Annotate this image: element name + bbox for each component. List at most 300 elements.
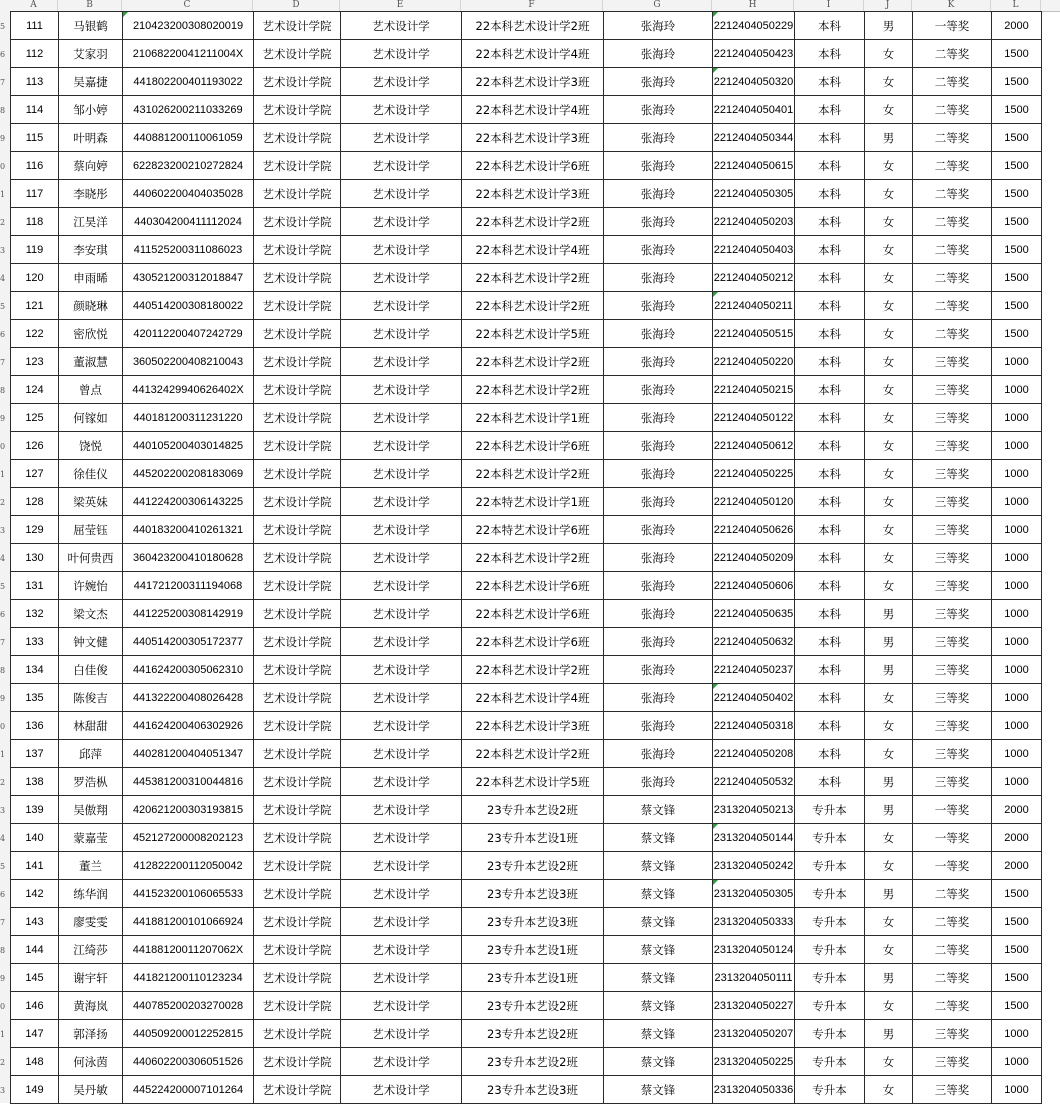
cell-student-no[interactable]: 2212404050122: [713, 404, 795, 432]
row-header-number[interactable]: 4: [0, 554, 6, 563]
table-row[interactable]: [11, 572, 1042, 600]
cell-name[interactable]: 邱萍: [59, 740, 123, 768]
cell-class[interactable]: 22本特艺术设计学1班: [462, 488, 604, 516]
table-row[interactable]: [11, 68, 1042, 96]
row-header-number[interactable]: 8: [0, 946, 6, 955]
column-header-l[interactable]: L: [991, 0, 1041, 11]
cell-id-number[interactable]: 441322200408026428: [123, 684, 254, 712]
cell-major[interactable]: 艺术设计学: [341, 180, 462, 208]
cell-id-number[interactable]: 360423200410180628: [123, 544, 254, 572]
cell-name[interactable]: 董兰: [59, 852, 123, 880]
cell-gender[interactable]: 女: [865, 1076, 913, 1104]
cell-class[interactable]: 22本科艺术设计学3班: [462, 124, 604, 152]
cell-amount[interactable]: 1000: [992, 712, 1042, 740]
cell-college[interactable]: 艺术设计学院: [254, 740, 341, 768]
cell-gender[interactable]: 女: [865, 572, 913, 600]
cell-level[interactable]: 本科: [795, 96, 865, 124]
cell-college[interactable]: 艺术设计学院: [254, 292, 341, 320]
cell-level[interactable]: 本科: [795, 320, 865, 348]
cell-counselor[interactable]: 张海玲: [604, 516, 713, 544]
cell-name[interactable]: 徐佳仪: [59, 460, 123, 488]
cell-index[interactable]: 114: [11, 96, 59, 124]
cell-college[interactable]: 艺术设计学院: [254, 964, 341, 992]
cell-award[interactable]: 一等奖: [913, 796, 992, 824]
cell-class[interactable]: 22本科艺术设计学3班: [462, 712, 604, 740]
cell-gender[interactable]: 女: [865, 684, 913, 712]
cell-index[interactable]: 125: [11, 404, 59, 432]
cell-college[interactable]: 艺术设计学院: [254, 404, 341, 432]
cell-counselor[interactable]: 张海玲: [604, 600, 713, 628]
cell-id-number[interactable]: 440602200306051526: [123, 1048, 254, 1076]
cell-class[interactable]: 23专升本艺设1班: [462, 964, 604, 992]
row-header-number[interactable]: 0: [0, 162, 6, 171]
cell-major[interactable]: 艺术设计学: [341, 236, 462, 264]
table-row[interactable]: [11, 180, 1042, 208]
cell-college[interactable]: 艺术设计学院: [254, 516, 341, 544]
cell-id-number[interactable]: 431026200211033269: [123, 96, 254, 124]
cell-class[interactable]: 22本科艺术设计学5班: [462, 320, 604, 348]
table-row[interactable]: [11, 264, 1042, 292]
cell-index[interactable]: 142: [11, 880, 59, 908]
row-header-number[interactable]: 7: [0, 78, 6, 87]
cell-award[interactable]: 二等奖: [913, 936, 992, 964]
cell-name[interactable]: 许婉怡: [59, 572, 123, 600]
cell-college[interactable]: 艺术设计学院: [254, 1076, 341, 1104]
row-header-number[interactable]: 7: [0, 638, 6, 647]
cell-college[interactable]: 艺术设计学院: [254, 768, 341, 796]
cell-level[interactable]: 专升本: [795, 1048, 865, 1076]
cell-counselor[interactable]: 蔡文锋: [604, 1020, 713, 1048]
cell-name[interactable]: 吴丹敏: [59, 1076, 123, 1104]
cell-counselor[interactable]: 张海玲: [604, 488, 713, 516]
cell-id-number[interactable]: 440509200012252815: [123, 1020, 254, 1048]
cell-class[interactable]: 22本科艺术设计学2班: [462, 740, 604, 768]
cell-counselor[interactable]: 张海玲: [604, 12, 713, 40]
cell-major[interactable]: 艺术设计学: [341, 908, 462, 936]
cell-major[interactable]: 艺术设计学: [341, 152, 462, 180]
cell-award[interactable]: 一等奖: [913, 824, 992, 852]
cell-class[interactable]: 22本科艺术设计学2班: [462, 208, 604, 236]
table-row[interactable]: [11, 796, 1042, 824]
table-row[interactable]: [11, 544, 1042, 572]
cell-award[interactable]: 三等奖: [913, 516, 992, 544]
cell-student-no[interactable]: 2212404050318: [713, 712, 795, 740]
cell-gender[interactable]: 女: [865, 432, 913, 460]
cell-counselor[interactable]: 张海玲: [604, 40, 713, 68]
cell-id-number[interactable]: 411525200311086023: [123, 236, 254, 264]
cell-id-number[interactable]: 440183200410261321: [123, 516, 254, 544]
cell-id-number[interactable]: 441224200306143225: [123, 488, 254, 516]
cell-major[interactable]: 艺术设计学: [341, 40, 462, 68]
cell-index[interactable]: 136: [11, 712, 59, 740]
column-header-b[interactable]: B: [58, 0, 122, 11]
cell-college[interactable]: 艺术设计学院: [254, 488, 341, 516]
cell-award[interactable]: 二等奖: [913, 40, 992, 68]
cell-college[interactable]: 艺术设计学院: [254, 796, 341, 824]
cell-counselor[interactable]: 张海玲: [604, 68, 713, 96]
row-header-number[interactable]: 1: [0, 1030, 6, 1039]
cell-major[interactable]: 艺术设计学: [341, 768, 462, 796]
cell-name[interactable]: 艾家羽: [59, 40, 123, 68]
cell-name[interactable]: 董淑慧: [59, 348, 123, 376]
cell-counselor[interactable]: 蔡文锋: [604, 796, 713, 824]
table-row[interactable]: [11, 404, 1042, 432]
row-header-number[interactable]: 7: [0, 918, 6, 927]
row-header-number[interactable]: 9: [0, 694, 6, 703]
table-row[interactable]: [11, 124, 1042, 152]
row-header-number[interactable]: 4: [0, 274, 6, 283]
cell-award[interactable]: 三等奖: [913, 740, 992, 768]
cell-name[interactable]: 颜晓琳: [59, 292, 123, 320]
cell-major[interactable]: 艺术设计学: [341, 1020, 462, 1048]
cell-amount[interactable]: 1500: [992, 96, 1042, 124]
row-header-number[interactable]: 8: [0, 666, 6, 675]
cell-id-number[interactable]: 360502200408210043: [123, 348, 254, 376]
cell-index[interactable]: 123: [11, 348, 59, 376]
cell-name[interactable]: 何镓如: [59, 404, 123, 432]
cell-id-number[interactable]: 44188120011207062X: [123, 936, 254, 964]
cell-award[interactable]: 三等奖: [913, 1076, 992, 1104]
cell-level[interactable]: 本科: [795, 712, 865, 740]
cell-id-number[interactable]: 430521200312018847: [123, 264, 254, 292]
cell-amount[interactable]: 2000: [992, 852, 1042, 880]
cell-level[interactable]: 专升本: [795, 964, 865, 992]
cell-name[interactable]: 马银鹤: [59, 12, 123, 40]
cell-id-number[interactable]: 440881200110061059: [123, 124, 254, 152]
cell-college[interactable]: 艺术设计学院: [254, 908, 341, 936]
cell-college[interactable]: 艺术设计学院: [254, 936, 341, 964]
cell-gender[interactable]: 女: [865, 936, 913, 964]
row-header-number[interactable]: 9: [0, 414, 6, 423]
cell-gender[interactable]: 女: [865, 180, 913, 208]
column-header-e[interactable]: E: [340, 0, 461, 11]
cell-gender[interactable]: 男: [865, 656, 913, 684]
cell-student-no[interactable]: 2212404050612: [713, 432, 795, 460]
cell-class[interactable]: 22本科艺术设计学2班: [462, 376, 604, 404]
row-header-number[interactable]: 3: [0, 526, 6, 535]
cell-class[interactable]: 22本科艺术设计学2班: [462, 292, 604, 320]
row-header-number[interactable]: 2: [0, 218, 6, 227]
cell-amount[interactable]: 1500: [992, 292, 1042, 320]
cell-counselor[interactable]: 张海玲: [604, 208, 713, 236]
row-header-number[interactable]: 3: [0, 246, 6, 255]
cell-student-no[interactable]: 2212404050403: [713, 236, 795, 264]
cell-level[interactable]: 本科: [795, 376, 865, 404]
table-row[interactable]: [11, 152, 1042, 180]
cell-class[interactable]: 22本科艺术设计学1班: [462, 404, 604, 432]
table-row[interactable]: [11, 600, 1042, 628]
table-row[interactable]: [11, 376, 1042, 404]
cell-counselor[interactable]: 蔡文锋: [604, 908, 713, 936]
cell-award[interactable]: 三等奖: [913, 572, 992, 600]
cell-amount[interactable]: 1000: [992, 684, 1042, 712]
cell-college[interactable]: 艺术设计学院: [254, 880, 341, 908]
cell-amount[interactable]: 1500: [992, 236, 1042, 264]
cell-id-number[interactable]: 440181200311231220: [123, 404, 254, 432]
table-row[interactable]: [11, 40, 1042, 68]
cell-class[interactable]: 23专升本艺设3班: [462, 908, 604, 936]
cell-amount[interactable]: 1500: [992, 152, 1042, 180]
cell-gender[interactable]: 女: [865, 908, 913, 936]
cell-class[interactable]: 22本科艺术设计学4班: [462, 236, 604, 264]
table-row[interactable]: [11, 208, 1042, 236]
cell-amount[interactable]: 1000: [992, 348, 1042, 376]
cell-college[interactable]: 艺术设计学院: [254, 572, 341, 600]
cell-class[interactable]: 22本科艺术设计学6班: [462, 152, 604, 180]
cell-name[interactable]: 曾点: [59, 376, 123, 404]
cell-award[interactable]: 二等奖: [913, 208, 992, 236]
cell-level[interactable]: 本科: [795, 236, 865, 264]
cell-counselor[interactable]: 蔡文锋: [604, 1076, 713, 1104]
cell-award[interactable]: 二等奖: [913, 908, 992, 936]
table-row[interactable]: [11, 768, 1042, 796]
cell-level[interactable]: 本科: [795, 12, 865, 40]
cell-amount[interactable]: 1000: [992, 600, 1042, 628]
cell-college[interactable]: 艺术设计学院: [254, 180, 341, 208]
cell-level[interactable]: 专升本: [795, 852, 865, 880]
cell-student-no[interactable]: 2212404050401: [713, 96, 795, 124]
cell-index[interactable]: 145: [11, 964, 59, 992]
cell-index[interactable]: 133: [11, 628, 59, 656]
cell-gender[interactable]: 女: [865, 852, 913, 880]
cell-level[interactable]: 本科: [795, 208, 865, 236]
cell-id-number[interactable]: 445202200208183069: [123, 460, 254, 488]
cell-id-number[interactable]: 440105200403014825: [123, 432, 254, 460]
cell-amount[interactable]: 1000: [992, 1076, 1042, 1104]
row-header-number[interactable]: 2: [0, 778, 6, 787]
cell-name[interactable]: 密欣悦: [59, 320, 123, 348]
cell-index[interactable]: 124: [11, 376, 59, 404]
cell-index[interactable]: 120: [11, 264, 59, 292]
cell-student-no[interactable]: 2212404050220: [713, 348, 795, 376]
cell-amount[interactable]: 2000: [992, 796, 1042, 824]
cell-index[interactable]: 148: [11, 1048, 59, 1076]
cell-id-number[interactable]: 441523200106065533: [123, 880, 254, 908]
cell-gender[interactable]: 女: [865, 824, 913, 852]
cell-name[interactable]: 饶悦: [59, 432, 123, 460]
cell-level[interactable]: 本科: [795, 460, 865, 488]
cell-index[interactable]: 131: [11, 572, 59, 600]
cell-amount[interactable]: 1000: [992, 376, 1042, 404]
cell-student-no[interactable]: 2212404050215: [713, 376, 795, 404]
cell-award[interactable]: 二等奖: [913, 152, 992, 180]
cell-class[interactable]: 22本科艺术设计学2班: [462, 12, 604, 40]
cell-name[interactable]: 屈莹钰: [59, 516, 123, 544]
cell-level[interactable]: 本科: [795, 124, 865, 152]
data-grid[interactable]: [10, 11, 1042, 1104]
cell-amount[interactable]: 1000: [992, 460, 1042, 488]
row-header-number[interactable]: 6: [0, 890, 6, 899]
cell-award[interactable]: 三等奖: [913, 628, 992, 656]
cell-name[interactable]: 谢宇轩: [59, 964, 123, 992]
cell-index[interactable]: 121: [11, 292, 59, 320]
cell-counselor[interactable]: 张海玲: [604, 320, 713, 348]
cell-student-no[interactable]: 2313204050207: [713, 1020, 795, 1048]
cell-counselor[interactable]: 张海玲: [604, 404, 713, 432]
cell-gender[interactable]: 男: [865, 768, 913, 796]
cell-amount[interactable]: 1500: [992, 68, 1042, 96]
cell-id-number[interactable]: 452127200008202123: [123, 824, 254, 852]
cell-gender[interactable]: 女: [865, 348, 913, 376]
cell-gender[interactable]: 男: [865, 796, 913, 824]
cell-index[interactable]: 112: [11, 40, 59, 68]
cell-major[interactable]: 艺术设计学: [341, 96, 462, 124]
cell-counselor[interactable]: 张海玲: [604, 180, 713, 208]
cell-index[interactable]: 117: [11, 180, 59, 208]
cell-id-number[interactable]: 441624200305062310: [123, 656, 254, 684]
cell-student-no[interactable]: 2313204050124: [713, 936, 795, 964]
cell-college[interactable]: 艺术设计学院: [254, 40, 341, 68]
cell-award[interactable]: 二等奖: [913, 964, 992, 992]
cell-award[interactable]: 三等奖: [913, 488, 992, 516]
row-header-number[interactable]: 8: [0, 106, 6, 115]
cell-major[interactable]: 艺术设计学: [341, 656, 462, 684]
cell-id-number[interactable]: 440785200203270028: [123, 992, 254, 1020]
row-header-number[interactable]: 0: [0, 722, 6, 731]
cell-student-no[interactable]: 2212404050532: [713, 768, 795, 796]
cell-award[interactable]: 二等奖: [913, 264, 992, 292]
cell-name[interactable]: 林甜甜: [59, 712, 123, 740]
cell-amount[interactable]: 1500: [992, 964, 1042, 992]
cell-amount[interactable]: 1500: [992, 880, 1042, 908]
table-row[interactable]: [11, 292, 1042, 320]
cell-amount[interactable]: 1000: [992, 544, 1042, 572]
cell-id-number[interactable]: 445381200310044816: [123, 768, 254, 796]
table-row[interactable]: [11, 712, 1042, 740]
cell-id-number[interactable]: 440602200404035028: [123, 180, 254, 208]
cell-id-number[interactable]: 420112200407242729: [123, 320, 254, 348]
cell-index[interactable]: 146: [11, 992, 59, 1020]
cell-index[interactable]: 115: [11, 124, 59, 152]
cell-gender[interactable]: 女: [865, 460, 913, 488]
cell-college[interactable]: 艺术设计学院: [254, 264, 341, 292]
cell-major[interactable]: 艺术设计学: [341, 516, 462, 544]
column-header-j[interactable]: J: [864, 0, 912, 11]
cell-level[interactable]: 专升本: [795, 936, 865, 964]
cell-name[interactable]: 白佳俊: [59, 656, 123, 684]
cell-award[interactable]: 三等奖: [913, 712, 992, 740]
cell-award[interactable]: 三等奖: [913, 1020, 992, 1048]
cell-level[interactable]: 专升本: [795, 908, 865, 936]
cell-class[interactable]: 22本科艺术设计学6班: [462, 600, 604, 628]
cell-award[interactable]: 三等奖: [913, 600, 992, 628]
cell-major[interactable]: 艺术设计学: [341, 880, 462, 908]
cell-name[interactable]: 梁英妹: [59, 488, 123, 516]
row-header-number[interactable]: 1: [0, 750, 6, 759]
cell-index[interactable]: 118: [11, 208, 59, 236]
row-header-number[interactable]: 3: [0, 806, 6, 815]
cell-gender[interactable]: 女: [865, 264, 913, 292]
cell-index[interactable]: 122: [11, 320, 59, 348]
cell-gender[interactable]: 女: [865, 488, 913, 516]
cell-award[interactable]: 一等奖: [913, 852, 992, 880]
cell-index[interactable]: 137: [11, 740, 59, 768]
cell-name[interactable]: 邹小婷: [59, 96, 123, 124]
cell-gender[interactable]: 男: [865, 964, 913, 992]
cell-gender[interactable]: 女: [865, 516, 913, 544]
cell-student-no[interactable]: 2313204050336: [713, 1076, 795, 1104]
cell-index[interactable]: 128: [11, 488, 59, 516]
cell-level[interactable]: 本科: [795, 180, 865, 208]
cell-name[interactable]: 黄海岚: [59, 992, 123, 1020]
cell-college[interactable]: 艺术设计学院: [254, 684, 341, 712]
table-row[interactable]: [11, 684, 1042, 712]
cell-student-no[interactable]: 2212404050402: [713, 684, 795, 712]
cell-college[interactable]: 艺术设计学院: [254, 152, 341, 180]
cell-level[interactable]: 专升本: [795, 824, 865, 852]
cell-major[interactable]: 艺术设计学: [341, 544, 462, 572]
cell-college[interactable]: 艺术设计学院: [254, 12, 341, 40]
table-row[interactable]: [11, 936, 1042, 964]
cell-student-no[interactable]: 2212404050606: [713, 572, 795, 600]
cell-index[interactable]: 119: [11, 236, 59, 264]
cell-student-no[interactable]: 2313204050333: [713, 908, 795, 936]
cell-level[interactable]: 本科: [795, 152, 865, 180]
cell-major[interactable]: 艺术设计学: [341, 208, 462, 236]
cell-counselor[interactable]: 张海玲: [604, 712, 713, 740]
cell-index[interactable]: 138: [11, 768, 59, 796]
cell-student-no[interactable]: 2212404050209: [713, 544, 795, 572]
column-header-c[interactable]: C: [122, 0, 253, 11]
cell-student-no[interactable]: 2212404050635: [713, 600, 795, 628]
cell-amount[interactable]: 1000: [992, 768, 1042, 796]
cell-name[interactable]: 申雨晞: [59, 264, 123, 292]
cell-counselor[interactable]: 张海玲: [604, 348, 713, 376]
cell-name[interactable]: 蔡向婷: [59, 152, 123, 180]
cell-level[interactable]: 本科: [795, 432, 865, 460]
cell-class[interactable]: 22本科艺术设计学2班: [462, 348, 604, 376]
cell-level[interactable]: 专升本: [795, 880, 865, 908]
cell-counselor[interactable]: 张海玲: [604, 292, 713, 320]
cell-level[interactable]: 本科: [795, 40, 865, 68]
cell-name[interactable]: 何泳茵: [59, 1048, 123, 1076]
cell-gender[interactable]: 女: [865, 992, 913, 1020]
cell-gender[interactable]: 女: [865, 740, 913, 768]
cell-level[interactable]: 本科: [795, 68, 865, 96]
cell-award[interactable]: 三等奖: [913, 768, 992, 796]
cell-college[interactable]: 艺术设计学院: [254, 96, 341, 124]
cell-student-no[interactable]: 2212404050229: [713, 12, 795, 40]
cell-award[interactable]: 三等奖: [913, 348, 992, 376]
cell-student-no[interactable]: 2212404050211: [713, 292, 795, 320]
cell-counselor[interactable]: 张海玲: [604, 572, 713, 600]
cell-award[interactable]: 三等奖: [913, 432, 992, 460]
cell-college[interactable]: 艺术设计学院: [254, 1048, 341, 1076]
cell-id-number[interactable]: 441881200101066924: [123, 908, 254, 936]
column-header-a[interactable]: A: [10, 0, 58, 11]
cell-level[interactable]: 本科: [795, 516, 865, 544]
cell-level[interactable]: 专升本: [795, 1020, 865, 1048]
cell-gender[interactable]: 男: [865, 1020, 913, 1048]
cell-name[interactable]: 钟文健: [59, 628, 123, 656]
cell-name[interactable]: 郭泽扬: [59, 1020, 123, 1048]
cell-gender[interactable]: 男: [865, 880, 913, 908]
cell-name[interactable]: 叶何贵西: [59, 544, 123, 572]
row-header-number[interactable]: 1: [0, 190, 6, 199]
cell-award[interactable]: 三等奖: [913, 544, 992, 572]
cell-counselor[interactable]: 张海玲: [604, 152, 713, 180]
cell-amount[interactable]: 1500: [992, 320, 1042, 348]
cell-award[interactable]: 二等奖: [913, 320, 992, 348]
cell-award[interactable]: 三等奖: [913, 460, 992, 488]
cell-id-number[interactable]: 441802200401193022: [123, 68, 254, 96]
cell-counselor[interactable]: 张海玲: [604, 124, 713, 152]
cell-counselor[interactable]: 张海玲: [604, 740, 713, 768]
cell-level[interactable]: 本科: [795, 600, 865, 628]
cell-id-number[interactable]: 445224200007101264: [123, 1076, 254, 1104]
cell-counselor[interactable]: 张海玲: [604, 432, 713, 460]
cell-major[interactable]: 艺术设计学: [341, 712, 462, 740]
